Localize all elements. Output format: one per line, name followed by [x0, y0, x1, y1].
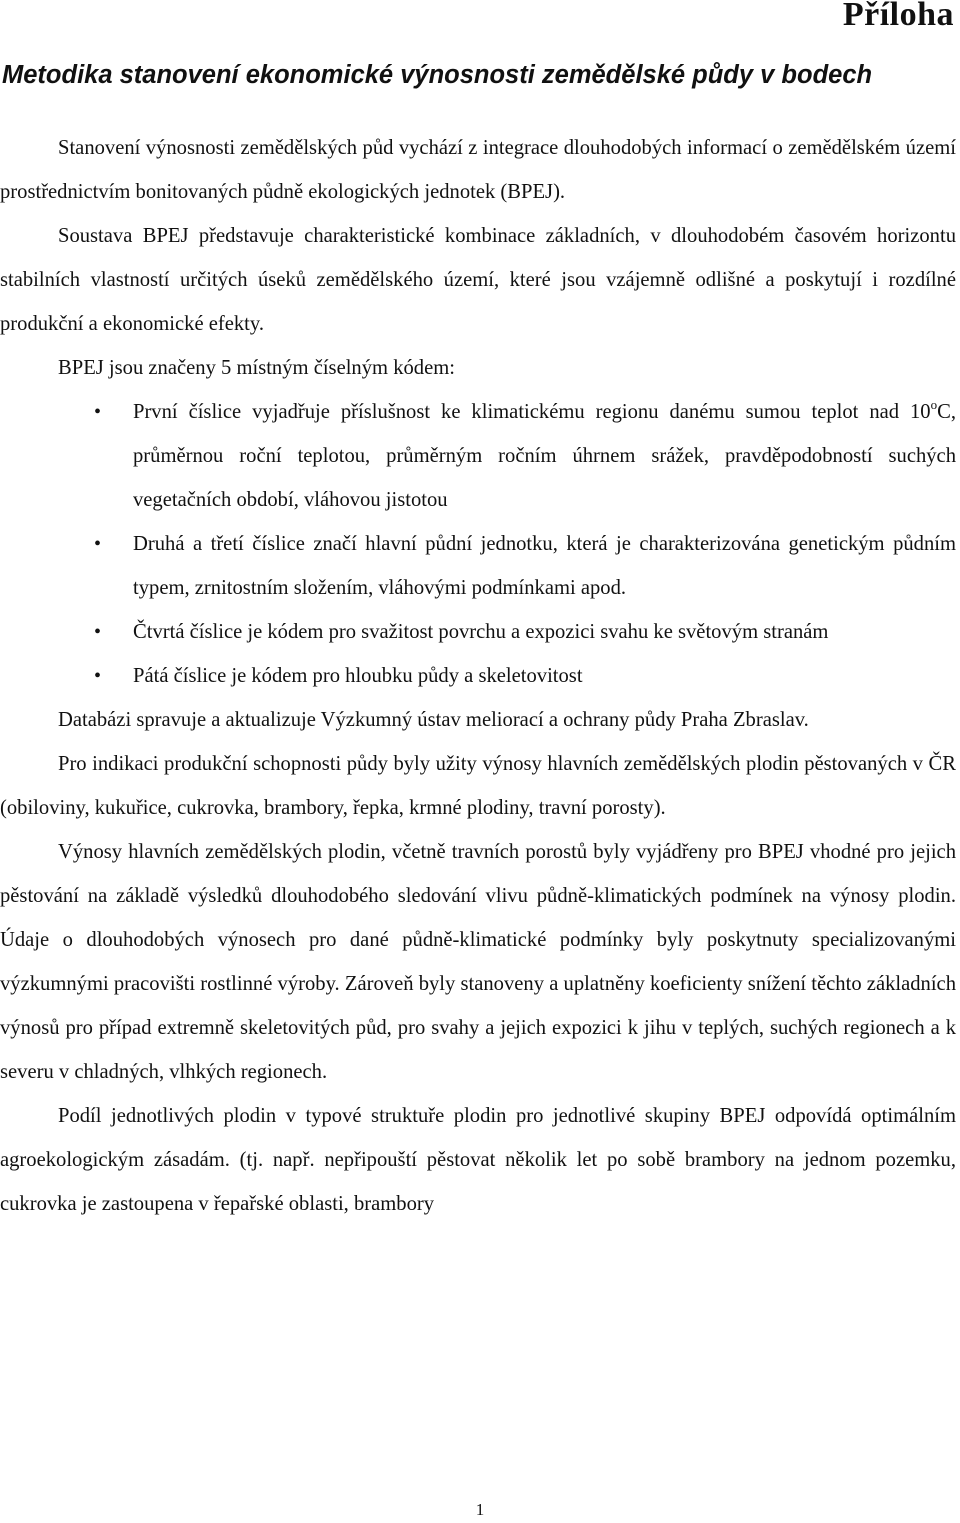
bullet-icon: •	[94, 621, 102, 643]
list-item-text: Druhá a třetí číslice značí hlavní půdní jednotku, která je charakterizována genetickým půdním typem, zrnitostním složením, vláhovými podmínkami apod.	[133, 533, 956, 599]
list-item-text: První číslice vyjadřuje příslušnost ke klimatickému regionu danému sumou teplot nad 10	[133, 401, 931, 423]
paragraph-crop-share: Podíl jednotlivých plodin v typové struktuře plodin pro jednotlivé skupiny BPEJ odpovídá optimálním agroekologickým zásadám. (tj. např. nepřipouští pěstovat několik let po sobě brambory na jednom pozemku, cukrovka je zastoupena v řepařské oblasti, brambory	[0, 1105, 956, 1215]
bullet-icon: •	[94, 533, 102, 555]
list-item-text: Pátá číslice je kódem pro hloubku půdy a skeletovitost	[133, 665, 583, 687]
paragraph-bpej-code: BPEJ jsou značeny 5 místným číselným kódem:	[58, 357, 455, 379]
list-item	[0, 610, 956, 654]
paragraph-intro: Stanovení výnosnosti zemědělských půd vychází z integrace dlouhodobých informací o zemědělském území prostřednictvím bonitovaných půdně ekologických jednotek (BPEJ).	[0, 137, 956, 203]
paragraph-yield-expression: Výnosy hlavních zemědělských plodin, včetně travních porostů byly vyjádřeny pro BPEJ vhodné pro jejich pěstování na základě výsledků dlouhodobého sledování vlivu půdně-klimatických podmínek na výnosy plodin. Údaje o dlouhodobých výnosech pro dané půdně-klimatické podmínky byly poskytnuty specializovanými výzkumnými pracovišti rostlinné výroby. Zároveň byly stanoveny a uplatněny koeficienty snížení těchto základních výnosů pro případ extremně skeletovitých půd, pro svahy a jejich expozici k jihu v teplých, suchých regionech a k severu v chladných, vlhkých regionech.	[0, 841, 956, 1083]
list-item	[0, 390, 956, 522]
page-number: 1	[475, 1500, 485, 1519]
degree-superscript: o	[930, 397, 938, 412]
document-body	[0, 126, 956, 1226]
paragraph-database: Databázi spravuje a aktualizuje Výzkumný ústav meliorací a ochrany půdy Praha Zbraslav.	[58, 709, 809, 731]
list-item	[0, 654, 956, 698]
list-item-text-cont: C, průměrnou roční teplotou, průměrným ročním úhrnem srážek, pravděpodobností suchých vegetačních období, vláhovou jistotou	[133, 401, 956, 511]
bullet-icon: •	[94, 665, 102, 687]
document-title: Metodika stanovení ekonomické výnosnosti zemědělské půdy v bodech	[2, 61, 873, 89]
paragraph-crop-yields: Pro indikaci produkční schopnosti půdy byly užity výnosy hlavních zemědělských plodin pěstovaných v ČR (obiloviny, kukuřice, cukrovka, brambory, řepka, krmné plodiny, travní porosty).	[0, 753, 956, 819]
list-item	[0, 522, 956, 610]
appendix-label: Příloha	[842, 0, 954, 33]
bullet-icon: •	[94, 401, 102, 423]
paragraph-bpej-system: Soustava BPEJ představuje charakteristické kombinace základních, v dlouhodobém časovém horizontu stabilních vlastností určitých úseků zemědělského území, které jsou vzájemně odlišné a poskytují i rozdílné produkční a ekonomické efekty.	[0, 225, 956, 335]
list-item-text: Čtvrtá číslice je kódem pro svažitost povrchu a expozici svahu ke světovým stranám	[133, 621, 829, 643]
bpej-digit-list	[0, 390, 956, 698]
